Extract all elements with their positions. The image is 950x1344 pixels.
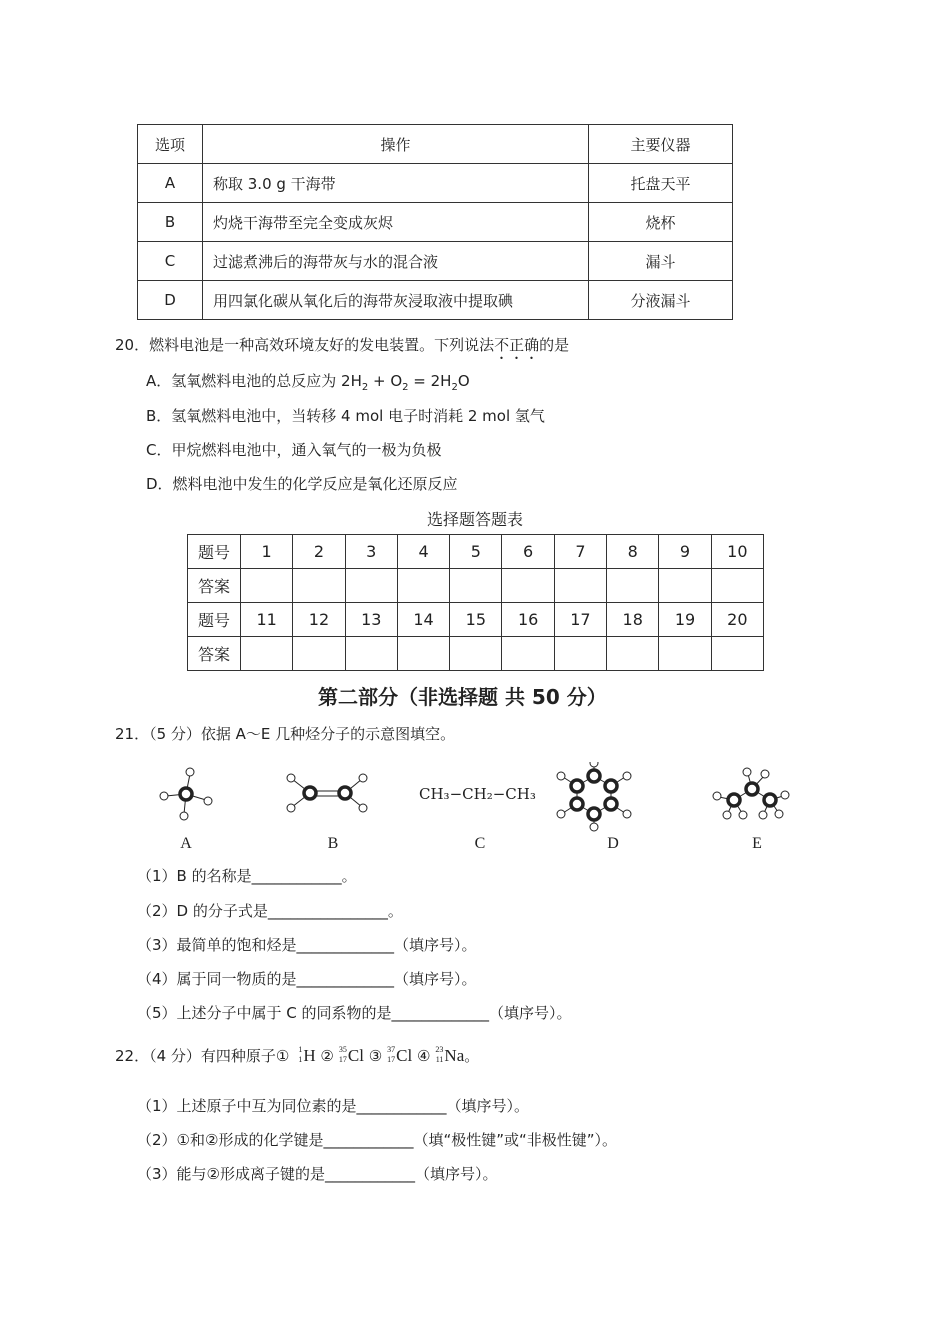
question-number-cell: 18 <box>607 603 659 637</box>
isotope-na23 <box>430 1046 464 1066</box>
q20-stem-end: 的是 <box>539 336 570 354</box>
table-cell: 漏斗 <box>589 242 733 281</box>
label-answer: 答案 <box>188 569 241 603</box>
question-number-cell: 20 <box>711 603 763 637</box>
q20-option-c: C．甲烷燃料电池中，通入氧气的一极为负极 <box>146 441 442 459</box>
q20-stem-text: 20．燃料电池是一种高效环境友好的发电装置。下列说法 <box>115 336 495 354</box>
q21-item-4: （4）属于同一物质的是_____________（填序号）。 <box>137 970 477 988</box>
table-row <box>138 203 733 242</box>
question-number-cell: 15 <box>450 603 502 637</box>
q21-item-3: （3）最简单的饱和烃是_____________（填序号）。 <box>137 936 477 954</box>
table-row <box>188 535 764 569</box>
header-cell-option: 选项 <box>138 125 203 164</box>
answer-cell <box>397 637 449 671</box>
question-number-cell: 17 <box>554 603 606 637</box>
isotope-h1 <box>289 1046 315 1066</box>
q21-item-5: （5）上述分子中属于 C 的同系物的是_____________（填序号）。 <box>137 1004 572 1022</box>
header-cell-instrument: 主要仪器 <box>589 125 733 164</box>
table-cell: 托盘天平 <box>589 164 733 203</box>
table-row <box>138 281 733 320</box>
label-answer: 答案 <box>188 637 241 671</box>
q20-option-a-text: A．氢氧燃料电池的总反应为 2H <box>146 372 362 390</box>
answer-cell <box>659 569 711 603</box>
q20-option-a <box>146 370 470 393</box>
mass-number: 37 <box>387 1045 396 1054</box>
answer-cell <box>659 637 711 671</box>
q20-option-a-text3: = 2H <box>408 372 452 390</box>
molecule-c-formula: CH₃−CH₂−CH₃ <box>419 785 536 803</box>
table-row <box>138 164 733 203</box>
part2-title: 第二部分（非选择题 共 50 分） <box>318 685 607 709</box>
atomic-number: 17 <box>387 1055 396 1064</box>
table-cell: 用四氯化碳从氧化后的海带灰浸取液中提取碘 <box>203 281 589 320</box>
element-symbol: H <box>303 1046 316 1065</box>
question-number-cell: 13 <box>345 603 397 637</box>
element-symbol: Cl <box>396 1046 413 1065</box>
question-number-cell: 6 <box>502 535 554 569</box>
table-row <box>188 637 764 671</box>
answer-cell <box>397 569 449 603</box>
question-21-stem: 21．（5 分）依据 A～E 几种烃分子的示意图填空。 <box>115 725 456 743</box>
molecule-label-e: E <box>752 835 762 852</box>
question-number-cell: 19 <box>659 603 711 637</box>
answer-cell <box>711 569 763 603</box>
subscript: 2 <box>361 382 369 393</box>
answer-cell <box>502 569 554 603</box>
q20-option-d: D．燃料电池中发生的化学反应是氧化还原反应 <box>146 475 458 493</box>
table-cell: B <box>138 203 203 242</box>
table-cell: 灼烧干海带至完全变成灰烬 <box>203 203 589 242</box>
answer-cell <box>293 637 345 671</box>
mass-number: 35 <box>338 1045 347 1054</box>
q22-item-3: （3）能与②形成离子键的是____________（填序号）。 <box>137 1165 498 1183</box>
molecule-label-d: D <box>607 835 619 852</box>
table-cell: 烧杯 <box>589 203 733 242</box>
question-number-cell: 12 <box>293 603 345 637</box>
table-row <box>138 242 733 281</box>
question-number-cell: 16 <box>502 603 554 637</box>
answer-cell <box>241 569 293 603</box>
table-row <box>188 603 764 637</box>
q20-option-a-text2: + O <box>368 372 403 390</box>
isotope-cl35 <box>334 1046 364 1066</box>
question-number-cell: 7 <box>554 535 606 569</box>
answer-cell <box>293 569 345 603</box>
q21-item-2: （2）D 的分子式是________________。 <box>137 902 403 920</box>
table-cell: D <box>138 281 203 320</box>
subscript: 2 <box>402 382 409 393</box>
table-cell: C <box>138 242 203 281</box>
atomic-number: 17 <box>338 1055 347 1064</box>
q22-sep: ③ <box>363 1047 383 1065</box>
question-number-cell: 9 <box>659 535 711 569</box>
answer-table-title: 选择题答题表 <box>426 510 523 529</box>
answer-table <box>187 534 764 671</box>
q21-item-1: （1）B 的名称是____________。 <box>137 867 357 885</box>
answer-cell <box>450 637 502 671</box>
q20-option-a-text4: O <box>457 372 470 390</box>
question-20-stem <box>115 334 569 363</box>
q22-sep: ④ <box>412 1047 431 1065</box>
question-number-cell: 8 <box>607 535 659 569</box>
table-cell: A <box>138 164 203 203</box>
molecule-e-propane-model <box>713 768 789 819</box>
label-question-no: 题号 <box>188 535 241 569</box>
operations-table <box>137 124 733 320</box>
mass-number: 23 <box>435 1045 444 1054</box>
table-cell: 分液漏斗 <box>589 281 733 320</box>
table-header-row <box>138 125 733 164</box>
molecule-label-a: A <box>180 835 192 852</box>
table-row <box>188 569 764 603</box>
answer-cell <box>345 637 397 671</box>
molecule-label-b: B <box>327 835 339 852</box>
question-number-cell: 5 <box>450 535 502 569</box>
question-number-cell: 3 <box>345 535 397 569</box>
answer-cell <box>241 637 293 671</box>
q22-item-1: （1）上述原子中互为同位素的是____________（填序号）。 <box>137 1097 530 1115</box>
molecule-a-methane-model <box>160 768 212 820</box>
answer-cell <box>345 569 397 603</box>
label-question-no: 题号 <box>188 603 241 637</box>
q20-option-b: B．氢氧燃料电池中，当转移 4 mol 电子时消耗 2 mol 氢气 <box>146 407 545 425</box>
subscript: 2 <box>451 382 458 393</box>
molecule-d-benzene-model <box>557 762 631 831</box>
answer-cell <box>502 637 554 671</box>
question-number-cell: 10 <box>711 535 763 569</box>
answer-cell <box>607 637 659 671</box>
answer-cell <box>711 637 763 671</box>
question-number-cell: 14 <box>397 603 449 637</box>
q22-sep: ② <box>315 1047 334 1065</box>
atomic-number: 11 <box>435 1055 444 1064</box>
header-cell-operation: 操作 <box>203 125 589 164</box>
atomic-number: 1 <box>298 1055 303 1064</box>
question-number-cell: 2 <box>293 535 345 569</box>
table-cell: 过滤煮沸后的海带灰与水的混合液 <box>203 242 589 281</box>
q22-stem-end: 。 <box>464 1047 480 1065</box>
molecule-label-c: C <box>474 835 486 852</box>
q22-stem-text: 22．（4 分）有四种原子① <box>115 1047 290 1065</box>
molecule-b-ethylene-model <box>287 774 367 812</box>
table-cell: 称取 3.0 g 干海带 <box>203 164 589 203</box>
element-symbol: Cl <box>347 1046 364 1065</box>
element-symbol: Na <box>444 1046 465 1065</box>
q22-item-2: （2）①和②形成的化学键是____________（填“极性键”或“非极性键”）。 <box>137 1131 618 1149</box>
question-number-cell: 1 <box>241 535 293 569</box>
question-22-stem <box>115 1045 479 1066</box>
answer-cell <box>607 569 659 603</box>
answer-cell <box>554 637 606 671</box>
question-number-cell: 11 <box>241 603 293 637</box>
question-number-cell: 4 <box>397 535 449 569</box>
answer-cell <box>554 569 606 603</box>
mass-number: 1 <box>298 1045 303 1054</box>
isotope-cl37 <box>382 1046 412 1066</box>
q20-emphasis-text: 不正确 <box>494 336 540 354</box>
answer-cell <box>450 569 502 603</box>
